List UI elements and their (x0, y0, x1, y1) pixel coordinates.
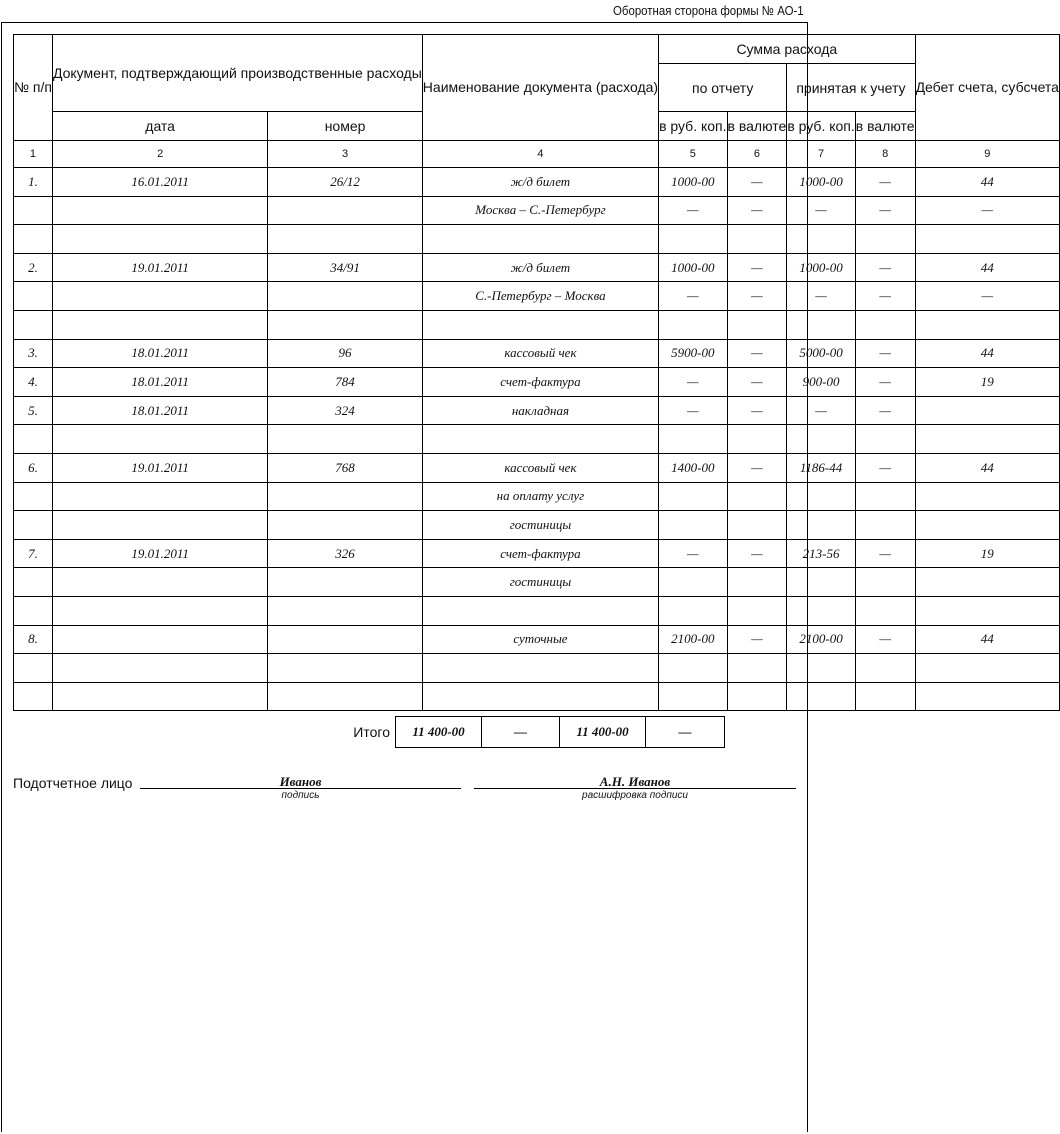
report-currency: — (727, 196, 787, 225)
doc-number (268, 196, 423, 225)
col-number: 9 (915, 141, 1059, 168)
report-currency: — (727, 625, 787, 654)
row-number: 4. (14, 368, 53, 397)
name-caption: расшифровка подписи (582, 790, 688, 801)
report-rub: 5900-00 (659, 339, 727, 368)
accepted-currency (855, 482, 915, 511)
header-doc-name: Наименование документа (расхода) (422, 35, 658, 141)
report-currency: — (727, 539, 787, 568)
accepted-currency (855, 682, 915, 711)
report-currency (727, 511, 787, 540)
accountable-person-label: Подотчетное лицо (13, 775, 133, 791)
accepted-rub (787, 568, 855, 597)
doc-name (422, 682, 658, 711)
accepted-currency: — (855, 168, 915, 197)
col-number: 1 (14, 141, 53, 168)
report-rub (659, 511, 727, 540)
total-report-rub: 11 400-00 (396, 717, 482, 748)
table-row (14, 682, 1060, 711)
report-rub: — (659, 539, 727, 568)
debit-account (915, 682, 1059, 711)
debit-account: 44 (915, 253, 1059, 282)
doc-number (268, 482, 423, 511)
report-currency (727, 225, 787, 254)
total-accepted-rub: 11 400-00 (560, 717, 646, 748)
report-currency (727, 596, 787, 625)
doc-date (52, 568, 267, 597)
report-rub: 1400-00 (659, 453, 727, 482)
doc-name: кассовый чек (422, 339, 658, 368)
doc-date (52, 682, 267, 711)
accepted-currency (855, 225, 915, 254)
doc-name: счет-фактура (422, 539, 658, 568)
report-rub: — (659, 196, 727, 225)
header-number: номер (268, 112, 423, 141)
doc-date (52, 196, 267, 225)
header-currency-accepted: в валюте (855, 112, 915, 141)
debit-account: — (915, 282, 1059, 311)
report-rub (659, 482, 727, 511)
row-number (14, 682, 53, 711)
accepted-currency (855, 654, 915, 683)
debit-account (915, 396, 1059, 425)
row-number (14, 511, 53, 540)
col-number: 5 (659, 141, 727, 168)
doc-name: счет-фактура (422, 368, 658, 397)
debit-account (915, 596, 1059, 625)
header-debit: Дебет счета, субсчета (915, 35, 1059, 141)
doc-date: 19.01.2011 (52, 253, 267, 282)
doc-number: 784 (268, 368, 423, 397)
accepted-rub (787, 425, 855, 454)
accepted-currency (855, 568, 915, 597)
col-number: 2 (52, 141, 267, 168)
doc-number (268, 654, 423, 683)
row-number (14, 425, 53, 454)
doc-date: 18.01.2011 (52, 368, 267, 397)
doc-number (268, 282, 423, 311)
form-side-note: Оборотная сторона формы № АО-1 (613, 3, 804, 18)
total-accepted-currency: — (646, 717, 725, 748)
row-number: 1. (14, 168, 53, 197)
report-currency: — (727, 396, 787, 425)
doc-name (422, 596, 658, 625)
doc-date (52, 596, 267, 625)
accepted-rub: — (787, 282, 855, 311)
accepted-currency: — (855, 196, 915, 225)
accepted-rub: — (787, 196, 855, 225)
header-per-report: по отчету (659, 64, 787, 112)
row-number (14, 596, 53, 625)
report-currency (727, 425, 787, 454)
col-number: 6 (727, 141, 787, 168)
accepted-rub: — (787, 396, 855, 425)
report-currency: — (727, 368, 787, 397)
col-number: 8 (855, 141, 915, 168)
table-row (14, 168, 1060, 197)
doc-date: 18.01.2011 (52, 339, 267, 368)
report-currency: — (727, 253, 787, 282)
header-doc-group: Документ, подтверждающий производственные расходы (52, 35, 422, 112)
expense-table (13, 34, 1060, 711)
accepted-rub (787, 482, 855, 511)
report-rub: — (659, 396, 727, 425)
accepted-currency: — (855, 368, 915, 397)
header-rub-accepted: в руб. коп. (787, 112, 855, 141)
doc-number (268, 625, 423, 654)
doc-name (422, 425, 658, 454)
accepted-currency (855, 511, 915, 540)
doc-date (52, 310, 267, 339)
doc-date: 16.01.2011 (52, 168, 267, 197)
doc-name: кассовый чек (422, 453, 658, 482)
debit-account: 44 (915, 339, 1059, 368)
doc-date (52, 482, 267, 511)
accepted-currency (855, 310, 915, 339)
table-row (14, 539, 1060, 568)
row-number: 8. (14, 625, 53, 654)
doc-name: накладная (422, 396, 658, 425)
report-rub: 1000-00 (659, 168, 727, 197)
doc-name: Москва – С.-Петербург (422, 196, 658, 225)
accepted-currency: — (855, 339, 915, 368)
row-number: 6. (14, 453, 53, 482)
report-rub (659, 568, 727, 597)
name-value: А.Н. Иванов (599, 774, 671, 789)
row-number: 5. (14, 396, 53, 425)
accepted-currency: — (855, 396, 915, 425)
col-number: 3 (268, 141, 423, 168)
table-row (14, 596, 1060, 625)
table-row (14, 196, 1060, 225)
doc-name: на оплату услуг (422, 482, 658, 511)
debit-account (915, 310, 1059, 339)
doc-name: гостиницы (422, 568, 658, 597)
debit-account: 44 (915, 453, 1059, 482)
doc-date: 19.01.2011 (52, 539, 267, 568)
row-number: 3. (14, 339, 53, 368)
debit-account (915, 511, 1059, 540)
report-currency: — (727, 282, 787, 311)
report-currency (727, 568, 787, 597)
accepted-rub (787, 310, 855, 339)
header-accepted: принятая к учету (787, 64, 915, 112)
accepted-currency (855, 425, 915, 454)
debit-account: 44 (915, 625, 1059, 654)
table-row (14, 368, 1060, 397)
table-row (14, 339, 1060, 368)
doc-name: ж/д билет (422, 168, 658, 197)
doc-number (268, 425, 423, 454)
doc-number: 768 (268, 453, 423, 482)
accepted-rub (787, 511, 855, 540)
doc-date (52, 282, 267, 311)
accepted-rub: 1000-00 (787, 168, 855, 197)
table-row (14, 310, 1060, 339)
debit-account: 19 (915, 368, 1059, 397)
report-rub (659, 225, 727, 254)
report-rub: 2100-00 (659, 625, 727, 654)
debit-account (915, 482, 1059, 511)
doc-date: 19.01.2011 (52, 453, 267, 482)
accepted-currency: — (855, 625, 915, 654)
accepted-rub: 1000-00 (787, 253, 855, 282)
table-row (14, 625, 1060, 654)
doc-number: 26/12 (268, 168, 423, 197)
accepted-rub (787, 682, 855, 711)
doc-number (268, 682, 423, 711)
table-row (14, 453, 1060, 482)
report-rub (659, 682, 727, 711)
accepted-rub: 2100-00 (787, 625, 855, 654)
row-number (14, 282, 53, 311)
report-rub (659, 425, 727, 454)
debit-account (915, 568, 1059, 597)
debit-account: 44 (915, 168, 1059, 197)
accepted-currency: — (855, 253, 915, 282)
doc-date (52, 425, 267, 454)
report-rub: 1000-00 (659, 253, 727, 282)
report-rub: — (659, 282, 727, 311)
signature-caption: подпись (281, 790, 320, 801)
header-date: дата (52, 112, 267, 141)
col-number: 4 (422, 141, 658, 168)
doc-name (422, 310, 658, 339)
header-currency-report: в валюте (727, 112, 787, 141)
accepted-rub: 5000-00 (787, 339, 855, 368)
doc-name: гостиницы (422, 511, 658, 540)
accepted-currency (855, 596, 915, 625)
header-rub-report: в руб. коп. (659, 112, 727, 141)
table-row (14, 511, 1060, 540)
doc-number: 326 (268, 539, 423, 568)
row-number (14, 225, 53, 254)
row-number (14, 310, 53, 339)
doc-date (52, 654, 267, 683)
accepted-currency: — (855, 282, 915, 311)
row-number (14, 482, 53, 511)
table-row (14, 282, 1060, 311)
table-row (14, 654, 1060, 683)
doc-name: ж/д билет (422, 253, 658, 282)
row-number: 7. (14, 539, 53, 568)
report-currency (727, 310, 787, 339)
doc-number (268, 596, 423, 625)
totals-table (395, 716, 725, 748)
table-row (14, 253, 1060, 282)
accepted-rub (787, 225, 855, 254)
doc-name (422, 225, 658, 254)
doc-date: 18.01.2011 (52, 396, 267, 425)
doc-date (52, 225, 267, 254)
report-currency: — (727, 168, 787, 197)
row-number (14, 568, 53, 597)
signature-value: Иванов (279, 774, 322, 789)
doc-name (422, 654, 658, 683)
totals-label: Итого (353, 724, 390, 740)
report-rub (659, 310, 727, 339)
col-number: 7 (787, 141, 855, 168)
row-number (14, 196, 53, 225)
doc-name: суточные (422, 625, 658, 654)
total-report-currency: — (482, 717, 560, 748)
doc-number: 96 (268, 339, 423, 368)
table-row (14, 225, 1060, 254)
doc-number (268, 568, 423, 597)
doc-number: 324 (268, 396, 423, 425)
report-rub (659, 596, 727, 625)
debit-account (915, 425, 1059, 454)
report-rub: — (659, 368, 727, 397)
debit-account: — (915, 196, 1059, 225)
table-row (14, 396, 1060, 425)
report-currency: — (727, 339, 787, 368)
doc-name: С.-Петербург – Москва (422, 282, 658, 311)
table-row (14, 568, 1060, 597)
debit-account: 19 (915, 539, 1059, 568)
header-num: № п/п (14, 35, 53, 141)
report-rub (659, 654, 727, 683)
header-sum-group: Сумма расхода (659, 35, 916, 64)
doc-date (52, 625, 267, 654)
table-row (14, 482, 1060, 511)
accepted-rub: 900-00 (787, 368, 855, 397)
table-row (14, 425, 1060, 454)
doc-number (268, 511, 423, 540)
doc-date (52, 511, 267, 540)
debit-account (915, 654, 1059, 683)
row-number: 2. (14, 253, 53, 282)
accepted-currency: — (855, 539, 915, 568)
accepted-currency: — (855, 453, 915, 482)
accepted-rub (787, 596, 855, 625)
accepted-rub (787, 654, 855, 683)
doc-number: 34/91 (268, 253, 423, 282)
debit-account (915, 225, 1059, 254)
accepted-rub: 1186-44 (787, 453, 855, 482)
row-number (14, 654, 53, 683)
doc-number (268, 225, 423, 254)
report-currency (727, 682, 787, 711)
report-currency: — (727, 453, 787, 482)
doc-number (268, 310, 423, 339)
report-currency (727, 482, 787, 511)
accepted-rub: 213-56 (787, 539, 855, 568)
report-currency (727, 654, 787, 683)
